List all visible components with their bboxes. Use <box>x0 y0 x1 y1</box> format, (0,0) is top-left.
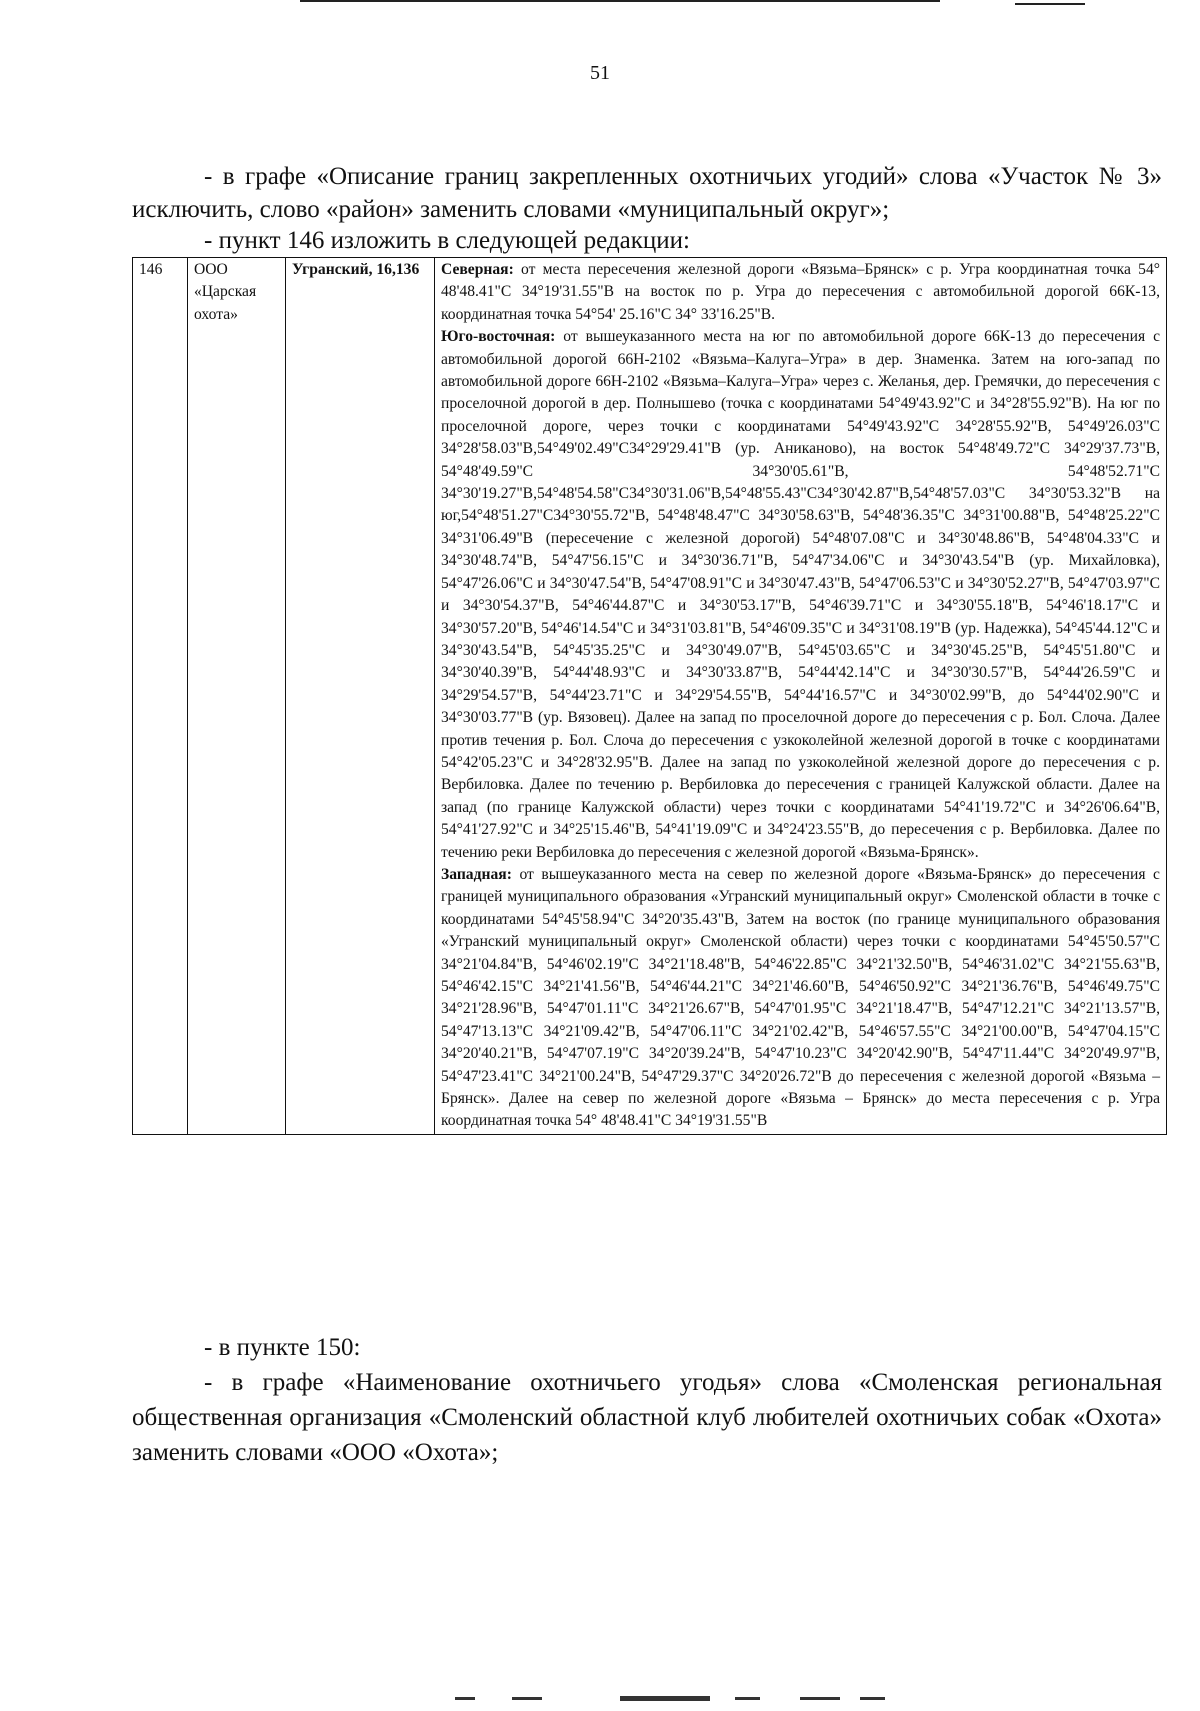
scan-edge-line <box>300 0 940 2</box>
table-row <box>133 258 1167 1135</box>
scan-artifact <box>620 1696 710 1701</box>
boundary-north <box>441 259 1160 326</box>
scan-artifact <box>860 1697 885 1700</box>
scan-artifact <box>512 1697 542 1700</box>
scan-artifact <box>800 1697 840 1700</box>
page-number: 51 <box>590 62 610 84</box>
amendment-paragraph: - в графе «Описание границ закрепленных охотничьих угодий» слова «Участок № 3» исключить, слово «район» заменить словами «муниципальный округ»; <box>132 163 1162 223</box>
hunting-grounds-table <box>132 257 1167 1135</box>
section-text: от вышеуказанного места на юг по автомобильной дороге 66К-13 до пересечения с автомобильной дорогой 66Н-2102 «Вязьма–Калуга–Угра» в дер. Знаменка. Затем на юго-запад по автомобильной дороге 66Н-2102 «Вязьма–Калуга–Угра» через с. Желанья, дер. Гремячки, до пересечения с проселочной дорогой в дер. Полнышево (точка с координатами 54°49'43.92"С и 34°28'55.92"В). На юг по проселочной дороге, через точки с координатами 54°49'43.92"С 34°28'55.92"В, 54°49'26.03"С 34°28'58.03"В,54°49'02.49"С34°29'29.41"В (ур. Аниканово), на восток 54°48'49.72"С 34°29'37.73"В, 54°48'49.59"С 34°30'05.61"В, 54°48'52.71"С 34°30'19.27"В,54°48'54.58"С34°30'31.06"В,54°48'55.43"С34°30'42.87"В,54°48'57.03"С 34°30'53.32"В на юг,54°48'51.27"С34°30'55.72"В, 54°48'48.47"С 34°30'58.63"В, 54°48'36.35"С 34°31'00.88"В, 54°48'25.22"С 34°31'06.49"В (пересечение с железной дорогой) 54°48'07.08"С и 34°30'48.86"В, 54°48'04.33"С и 34°30'48.74"В, 54°47'56.15"С и 34°30'36.71"В, 54°47'34.06"С и 34°30'43.54"В (ур. Михайловка), 54°47'26.06"С и 34°30'47.54"В, 54°47'08.91"С и 34°30'47.43"В, 54°47'06.53"С и 34°30'52.27"В, 54°47'03.97"С и 34°30'54.37"В, 54°46'44.87"С и 34°30'53.17"В, 54°46'39.71"С и 34°30'55.18"В, 54°46'18.17"С и 34°30'57.20"В, 54°46'14.54"С и 34°31'03.81"В, 54°46'09.35"С и 34°31'08.19"В (ур. Надежка), 54°45'44.12"С и 34°30'43.54"В, 54°45'35.25"С и 34°30'49.07"В, 54°45'03.65"С и 34°30'45.25"В, 54°45'51.80"С и 34°30'40.39"В, 54°44'48.93"С и 34°30'33.87"В, 54°44'42.14"С и 34°30'30.57"В, 54°44'26.59"С и 34°29'54.57"В, 54°44'23.71"С и 34°29'54.55"В, 54°44'16.57"С и 34°30'02.99"В, до 54°44'02.90"С и 34°30'03.77"В (ур. Вязовец). Далее на запад по проселочной дороге до пересечения с р. Бол. Слоча. Далее против течения р. Бол. Слоча до пересечения с узкоколейной железной дорогой в точке с координатами 54°42'05.23"С и 34°28'32.95"В. Далее на запад по узкоколейной железной дороге до пересечения с р. Вербиловка. Далее по течению р. Вербиловка до пересечения с границей Калужской области. Далее на запад (по границе Калужской области) через точки с координатами 54°41'19.72"С и 34°26'06.64"В, 54°41'27.92"С и 34°25'15.46"В, 54°41'19.09"С и 34°24'23.55"В, до пересечения с р. Вербиловка. Далее по течению реки Вербиловка до пересечения с железной дорогой «Вязьма-Брянск». <box>441 328 1161 861</box>
district-area: Угранский, 16,136 <box>286 258 435 1135</box>
scan-artifact <box>735 1697 760 1700</box>
section-heading: Юго-восточная: <box>441 328 556 346</box>
scan-artifact <box>455 1697 475 1700</box>
boundary-description <box>435 258 1167 1135</box>
organization-name: ООО «Царская охота» <box>188 258 286 1135</box>
amendment-paragraph: - пункт 146 изложить в следующей редакции: <box>204 227 690 254</box>
section-heading: Северная: <box>441 261 514 278</box>
amendment-paragraph: - в графе «Наименование охотничьего угодья» слова «Смоленская региональная общественная организация «Смоленский областной клуб любителей охотничьих собак «Охота» заменить словами «ООО «Охота»; <box>132 1369 1162 1466</box>
section-text: от места пересечения железной дороги «Вязьма–Брянск» с р. Угра координатная точка 54° 48'48.41"С 34°19'31.55"В на восток по р. Угра до пересечения с автомобильной дорогой 66К-13, координатная точка 54°54' 25.16"С 34° 33'16.25"В. <box>441 261 1160 323</box>
boundary-southeast <box>441 326 1160 864</box>
section-text: от вышеуказанного места на север по железной дороге «Вязьма-Брянск» до пересечения с границей муниципального образования «Угранский муниципальный округ» Смоленской области в точке с координатами 54°45'58.94"С 34°20'35.43"В, Затем на восток (по границе муниципального образования «Угранский муниципальный округ» Смоленской области) через точки с координатами 54°45'50.57"С 34°21'04.84"В, 54°46'02.19"С 34°21'18.48"В, 54°46'22.85"С 34°21'32.50"В, 54°46'31.02"С 34°21'55.63"В, 54°46'42.15"С 34°21'41.56"В, 54°46'44.21"С 34°21'46.60"В, 54°46'50.92"С 34°21'36.76"В, 54°46'49.75"С 34°21'28.96"В, 54°47'01.11"С 34°21'26.67"В, 54°47'01.95"С 34°21'18.47"В, 54°47'12.21"С 34°21'13.57"В, 54°47'13.13"С 34°21'09.42"В, 54°47'06.11"С 34°21'02.42"В, 54°46'57.55"С 34°21'00.00"В, 54°47'04.15"С 34°20'40.21"В, 54°47'07.19"С 34°20'39.24"В, 54°47'10.23"С 34°20'42.90"В, 54°47'11.44"С 34°20'49.97"В, 54°47'23.41"С 34°21'00.24"В, 54°47'29.37"С 34°20'26.72"В до пересечения с железной дорогой «Вязьма – Брянск». Далее на север по железной дороге «Вязьма – Брянск» до места пересечения с р. Угра координатная точка 54° 48'48.41"С 34°19'31.55"В <box>441 865 1160 1130</box>
boundary-west <box>441 864 1160 1133</box>
row-number: 146 <box>133 258 188 1135</box>
item-heading: - в пункте 150: <box>204 1334 361 1361</box>
scan-edge-line <box>1015 3 1085 5</box>
section-heading: Западная: <box>441 865 512 883</box>
